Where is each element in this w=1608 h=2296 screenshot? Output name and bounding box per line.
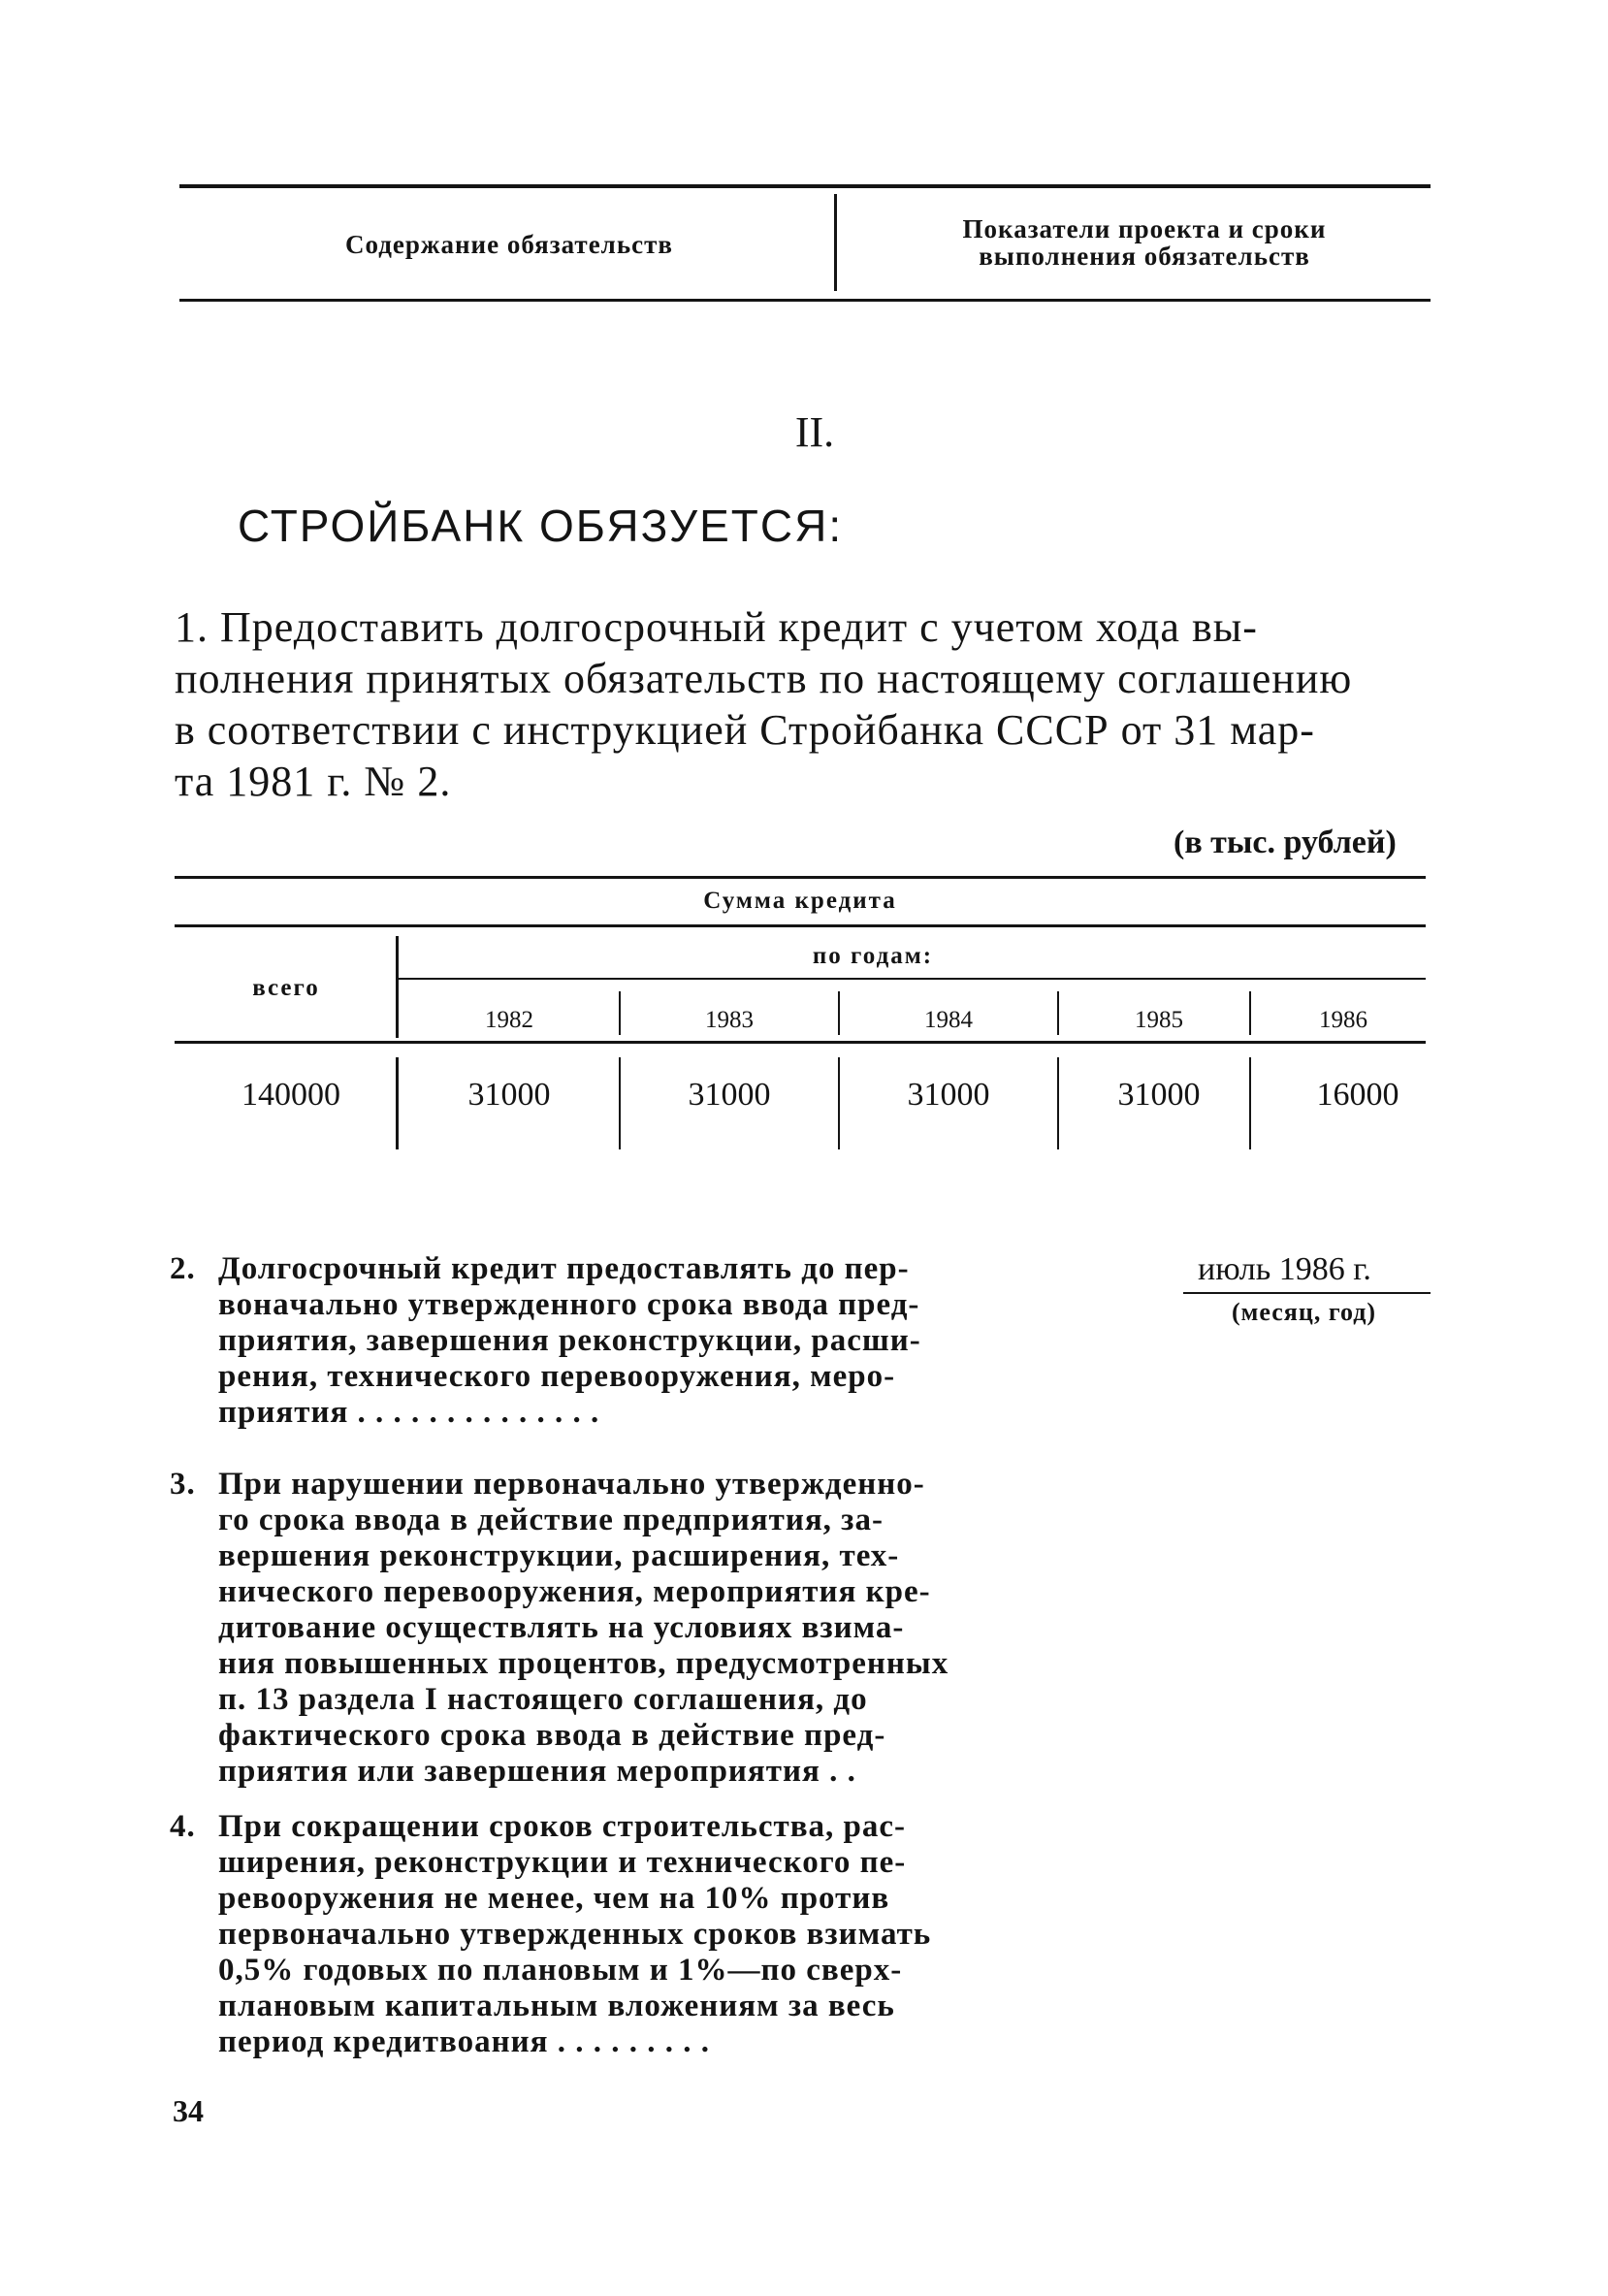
deadline-rule — [1183, 1292, 1431, 1294]
table-total-label: всего — [252, 975, 320, 1001]
header-left-col: Содержание обязательств — [345, 230, 673, 259]
table-year-value: 31000 — [907, 1077, 990, 1113]
item4-line: период кредитвоания . . . . . . . . . — [218, 2024, 710, 2059]
item4-number: 4. — [170, 1809, 196, 1844]
section-number: II. — [794, 408, 835, 456]
table-col-divider — [838, 1057, 840, 1149]
table-year-header: 1983 — [705, 1007, 754, 1033]
header-top-rule — [179, 184, 1431, 188]
item1-line: в соответствии с инструкцией Стройбанка СССР от 31 мар- — [175, 706, 1315, 754]
item4-line: первоначально утвержденных сроков взимать — [218, 1917, 932, 1952]
item3-line: При нарушении первоначально утвержденно- — [218, 1467, 925, 1502]
item4-line: ширения, реконструкции и технического пе- — [218, 1845, 907, 1880]
table-year-value: 31000 — [467, 1077, 551, 1113]
item2-line: Долгосрочный кредит предоставлять до пер- — [218, 1251, 910, 1286]
table-year-value: 31000 — [688, 1077, 771, 1113]
item3-line: го срока ввода в действие предприятия, за- — [218, 1503, 884, 1537]
item4-line: плановым капитальным вложениям за весь — [218, 1989, 895, 2023]
table-year-value: 16000 — [1316, 1077, 1399, 1113]
item3-line: дитование осуществлять на условиях взима- — [218, 1610, 905, 1645]
item3-line: фактического срока ввода в действие пред- — [218, 1718, 886, 1753]
header-divider — [834, 194, 837, 291]
table-col-divider — [1057, 991, 1059, 1035]
item1-line: полнения принятых обязательств по настоящему соглашению — [175, 655, 1353, 702]
table-header-rule — [175, 1041, 1426, 1044]
item4-line: При сокращении сроков строительства, рас- — [218, 1809, 907, 1844]
header-right-col-line2: выполнения обязательств — [979, 242, 1310, 271]
item2-line: приятия . . . . . . . . . . . . . . — [218, 1395, 600, 1430]
item1-paragraph — [175, 601, 1435, 807]
item3-line: п. 13 раздела I настоящего соглашения, до — [218, 1682, 868, 1717]
item3-number: 3. — [170, 1467, 196, 1502]
item3-line: ния повышенных процентов, предусмотренных — [218, 1646, 949, 1681]
table-col-divider — [619, 991, 621, 1035]
table-by-years-label: по годам: — [812, 943, 934, 969]
table-year-header: 1985 — [1135, 1007, 1183, 1033]
item4-line: 0,5% годовых по плановым и 1%—по сверх- — [218, 1953, 903, 1988]
table-unit: (в тыс. рублей) — [1174, 825, 1397, 860]
table-years-rule — [398, 978, 1426, 980]
item2-number: 2. — [170, 1251, 196, 1286]
table-col-divider — [396, 936, 399, 1038]
table-title: Сумма кредита — [703, 888, 897, 914]
item2-deadline-caption: (месяц, год) — [1232, 1298, 1377, 1326]
table-col-divider — [838, 991, 840, 1035]
table-top-rule — [175, 876, 1426, 879]
table-year-header: 1986 — [1319, 1007, 1367, 1033]
table-year-value: 31000 — [1117, 1077, 1201, 1113]
page-number: 34 — [173, 2093, 204, 2128]
item1-line: 1. Предоставить долгосрочный кредит с учетом хода вы- — [175, 603, 1258, 651]
header-right-col-line1: Показатели проекта и сроки — [962, 214, 1327, 243]
item2-deadline: июль 1986 г. — [1198, 1251, 1371, 1287]
item1-line: та 1981 г. № 2. — [175, 758, 452, 805]
table-year-header: 1984 — [924, 1007, 973, 1033]
item2-line: приятия, завершения реконструкции, расши- — [218, 1323, 921, 1358]
item4-line: ревооружения не менее, чем на 10% против — [218, 1881, 890, 1916]
item2-line: вонaчально утвержденного срока ввода пред- — [218, 1287, 920, 1322]
header-bottom-rule — [179, 299, 1431, 302]
section-heading: СТРОЙБАНК ОБЯЗУЕТСЯ: — [238, 501, 844, 551]
table-year-header: 1982 — [485, 1007, 533, 1033]
item3-line: нического перевооружения, мероприятия кре- — [218, 1574, 931, 1609]
item3-line: вершения реконструкции, расширения, тех- — [218, 1538, 900, 1573]
table-col-divider — [619, 1057, 621, 1149]
table-title-rule — [175, 924, 1426, 927]
item2-line: рения, технического перевооружения, меро- — [218, 1359, 896, 1394]
item3-line: приятия или завершения мероприятия . . — [218, 1754, 856, 1789]
table-total-value: 140000 — [241, 1077, 340, 1113]
